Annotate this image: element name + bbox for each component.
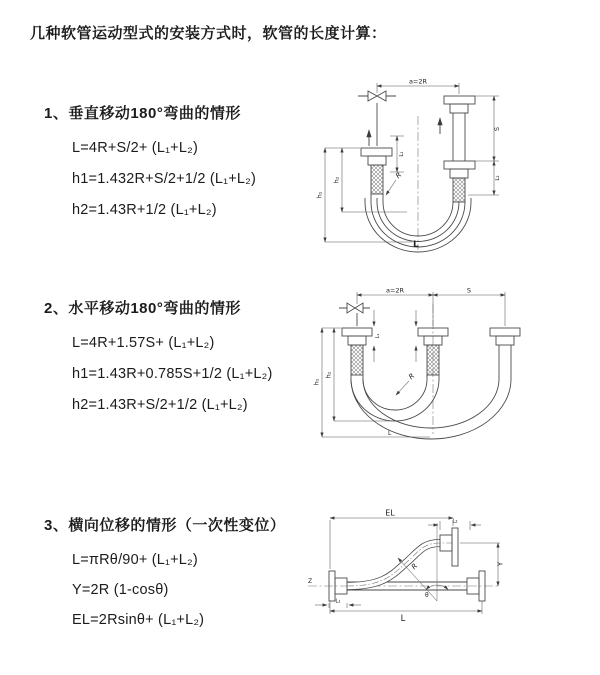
formula-line: h2=1.43R+S/2+1/2 (L₁+L₂) <box>72 397 248 413</box>
section-1-formulas <box>72 133 256 226</box>
radius-label: R <box>407 371 417 382</box>
dim-label-l2: L₂ <box>452 518 458 525</box>
movement-arrows <box>369 118 440 146</box>
formula-line: EL=2Rsinθ+ (L₁+L₂) <box>72 612 205 628</box>
left-flange <box>361 148 392 194</box>
diagram-vertical-180-bend <box>312 72 522 262</box>
dim-label-l1: L₁ <box>399 151 405 157</box>
section-2-heading: 2、水平移动180°弯曲的情形 <box>44 300 241 317</box>
page-title: 几种软管运动型式的安装方式时，软管的长度计算： <box>30 25 387 42</box>
dim-label-l1: L₁ <box>335 598 341 605</box>
dimension-lines <box>325 83 499 242</box>
formula-line: L=4R+1.57S+ (L₁+L₂) <box>72 335 215 351</box>
dim-label-h1: h₁ <box>312 378 321 386</box>
dim-label-h1: h₁ <box>315 191 324 199</box>
valve-icon <box>358 91 396 146</box>
formula-line: Y=2R (1-cosθ) <box>72 582 169 598</box>
formula-line: L=πRθ/90+ (L₁+L₂) <box>72 552 198 568</box>
u-bend-hose <box>351 375 511 439</box>
dim-label-el: EL <box>385 508 395 518</box>
dim-label-a2r: a=2R <box>408 77 428 86</box>
radius-label: R <box>394 170 404 181</box>
length-label: L <box>388 430 392 437</box>
left-flange <box>342 328 372 375</box>
dim-label-s: S <box>493 126 501 132</box>
hose-assembly <box>339 303 520 439</box>
right-lower-flange <box>444 161 475 202</box>
formula-line: L=4R+S/2+ (L₁+L₂) <box>72 140 198 156</box>
hose-assembly <box>329 528 485 601</box>
formula-line: h2=1.43R+1/2 (L₁+L₂) <box>72 202 217 218</box>
valve-icon <box>339 303 370 326</box>
dim-label-l1: L₁ <box>375 333 381 339</box>
section-3 <box>44 514 285 635</box>
middle-flange <box>418 328 448 375</box>
radius-label: R <box>410 562 420 572</box>
diagram-horizontal-180-bend <box>312 282 594 467</box>
dim-label-y: Y <box>496 561 505 567</box>
right-flange <box>490 328 520 379</box>
diagram-lateral-displacement <box>300 503 600 648</box>
length-label: L <box>413 240 419 250</box>
dim-label-l2: L₂ <box>495 175 501 181</box>
s-curve-hose-outline <box>347 543 440 586</box>
length-label: L <box>400 614 406 624</box>
datum-label-z: Z <box>308 578 313 585</box>
dim-label-a2r: a=2R <box>385 286 405 295</box>
section-2 <box>44 297 273 421</box>
formula-line: h1=1.43R+0.785S+1/2 (L₁+L₂) <box>72 366 273 382</box>
formula-line: h1=1.432R+S/2+1/2 (L₁+L₂) <box>72 171 257 187</box>
upper-right-flange <box>440 528 458 566</box>
right-upper-flange <box>444 96 475 161</box>
section-3-heading: 3、横向位移的情形（一次性变位） <box>44 517 286 534</box>
angle-label: θ <box>425 592 429 599</box>
section-2-formulas <box>72 328 273 421</box>
section-1-heading: 1、垂直移动180°弯曲的情形 <box>44 105 241 122</box>
section-3-formulas <box>72 545 285 635</box>
dim-label-h2: h₂ <box>332 176 341 184</box>
dim-label-s: S <box>466 286 472 295</box>
hose-assembly <box>358 91 475 252</box>
dim-label-h2: h₂ <box>324 371 333 379</box>
section-1 <box>44 102 256 226</box>
